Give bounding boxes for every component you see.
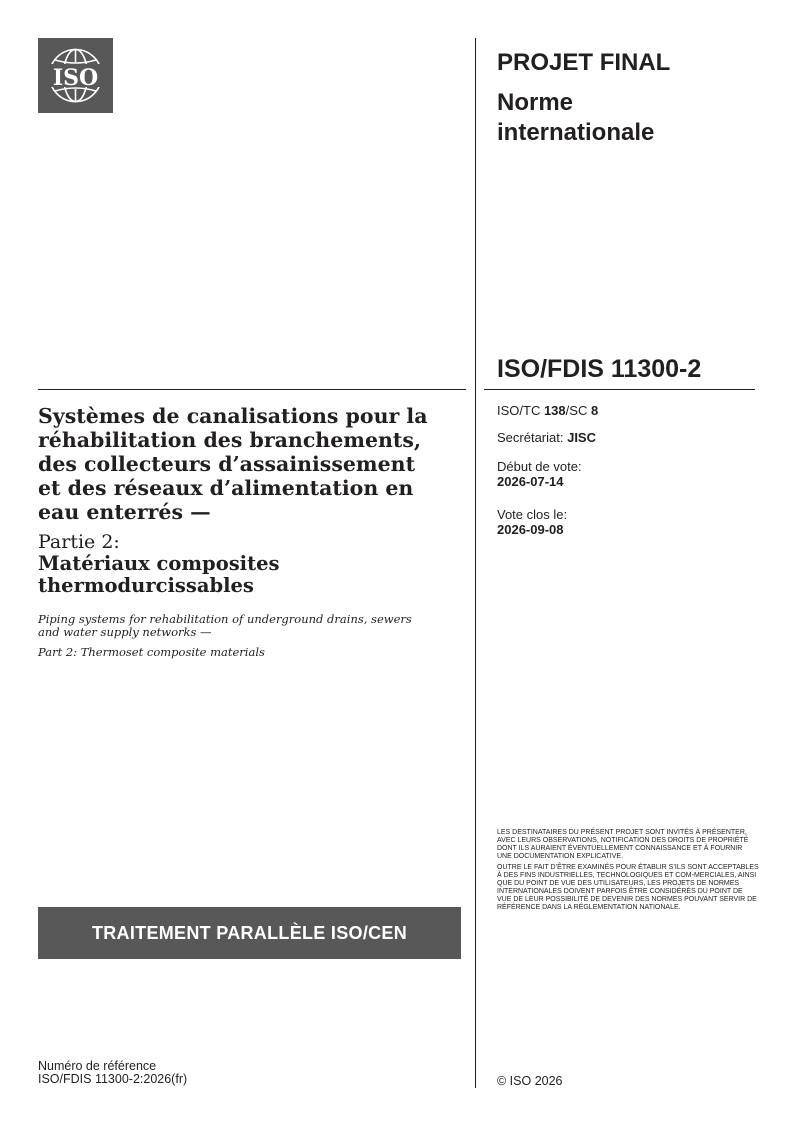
part-label: Partie 2: [38, 531, 120, 553]
document-type-line1: Norme [497, 89, 574, 116]
part-title: Matériaux composites thermodurcissables [38, 552, 280, 597]
english-part-title: Part 2: Thermoset composite materials [38, 645, 265, 659]
parallel-processing-banner: TRAITEMENT PARALLÈLE ISO/CEN [38, 907, 461, 959]
horizontal-divider-left [38, 389, 466, 390]
english-title: Piping systems for rehabilitation of underground drains, sewers and water supply networks — [38, 612, 412, 639]
main-title: Systèmes de canalisations pour la réhabilitation des branchements, des collecteurs d’assainissement et des réseaux d’alimentation en eau enterrés — [38, 404, 428, 524]
svg-text:ISO: ISO [52, 65, 99, 91]
secretariat: Secrétariat: JISC [497, 430, 596, 445]
committee: ISO/TC 138/SC 8 [497, 403, 599, 418]
vertical-divider [475, 38, 476, 1088]
notice-text [497, 829, 759, 915]
notice-paragraph-2: OUTRE LE FAIT D’ÊTRE EXAMINÉS POUR ÉTABLIR S’ILS SONT ACCEPTABLES À DES FINS INDUSTRIELLES, TECHNOLOGIQUES ET COM-MERCIALES, AINSI QUE DU POINT DE VUE DES UTILISATEURS, LES PROJETS DE NORMES INTERNATIONALES DOIVENT PARFOIS ÊTRE CONSIDÉRÉS DU POINT DE VUE DE LEUR POSSIBILITÉ DE DEVENIR DES NORMES POUVANT SERVIR DE RÉFÉRENCE DANS LA RÉGLEMENTATION NATIONALE. [497, 864, 759, 911]
vote-end-label: Vote clos le: [497, 507, 568, 522]
vote-end [497, 507, 567, 537]
iso-logo [38, 38, 113, 113]
notice-paragraph-1: LES DESTINATAIRES DU PRÉSENT PROJET SONT INVITÉS À PRÉSENTER, AVEC LEURS OBSERVATIONS, NOTIFICATION DES DROITS DE PROPRIÉTÉ DONT ILS AURAIENT ÉVENTUELLEMENT CONNAISSANCE ET À FOURNIR UNE DOCUMENTATION EXPLICATIVE. [497, 829, 749, 860]
reference-number [38, 1060, 187, 1086]
vote-start-date: 2026-07-14 [497, 474, 564, 489]
horizontal-divider-right [484, 389, 755, 390]
document-type-line2: internationale [497, 119, 655, 146]
iso-globe-icon [38, 38, 113, 113]
vote-end-date: 2026-09-08 [497, 522, 564, 537]
reference-value: ISO/FDIS 11300-2:2026(fr) [38, 1072, 188, 1086]
title-block [38, 404, 438, 659]
copyright: © ISO 2026 [497, 1074, 563, 1088]
vote-start-label: Début de vote: [497, 459, 582, 474]
reference-label: Numéro de référence [38, 1059, 157, 1073]
vote-start [497, 459, 582, 489]
document-number: ISO/FDIS 11300-2 [497, 355, 702, 383]
document-status: PROJET FINAL [497, 49, 671, 76]
